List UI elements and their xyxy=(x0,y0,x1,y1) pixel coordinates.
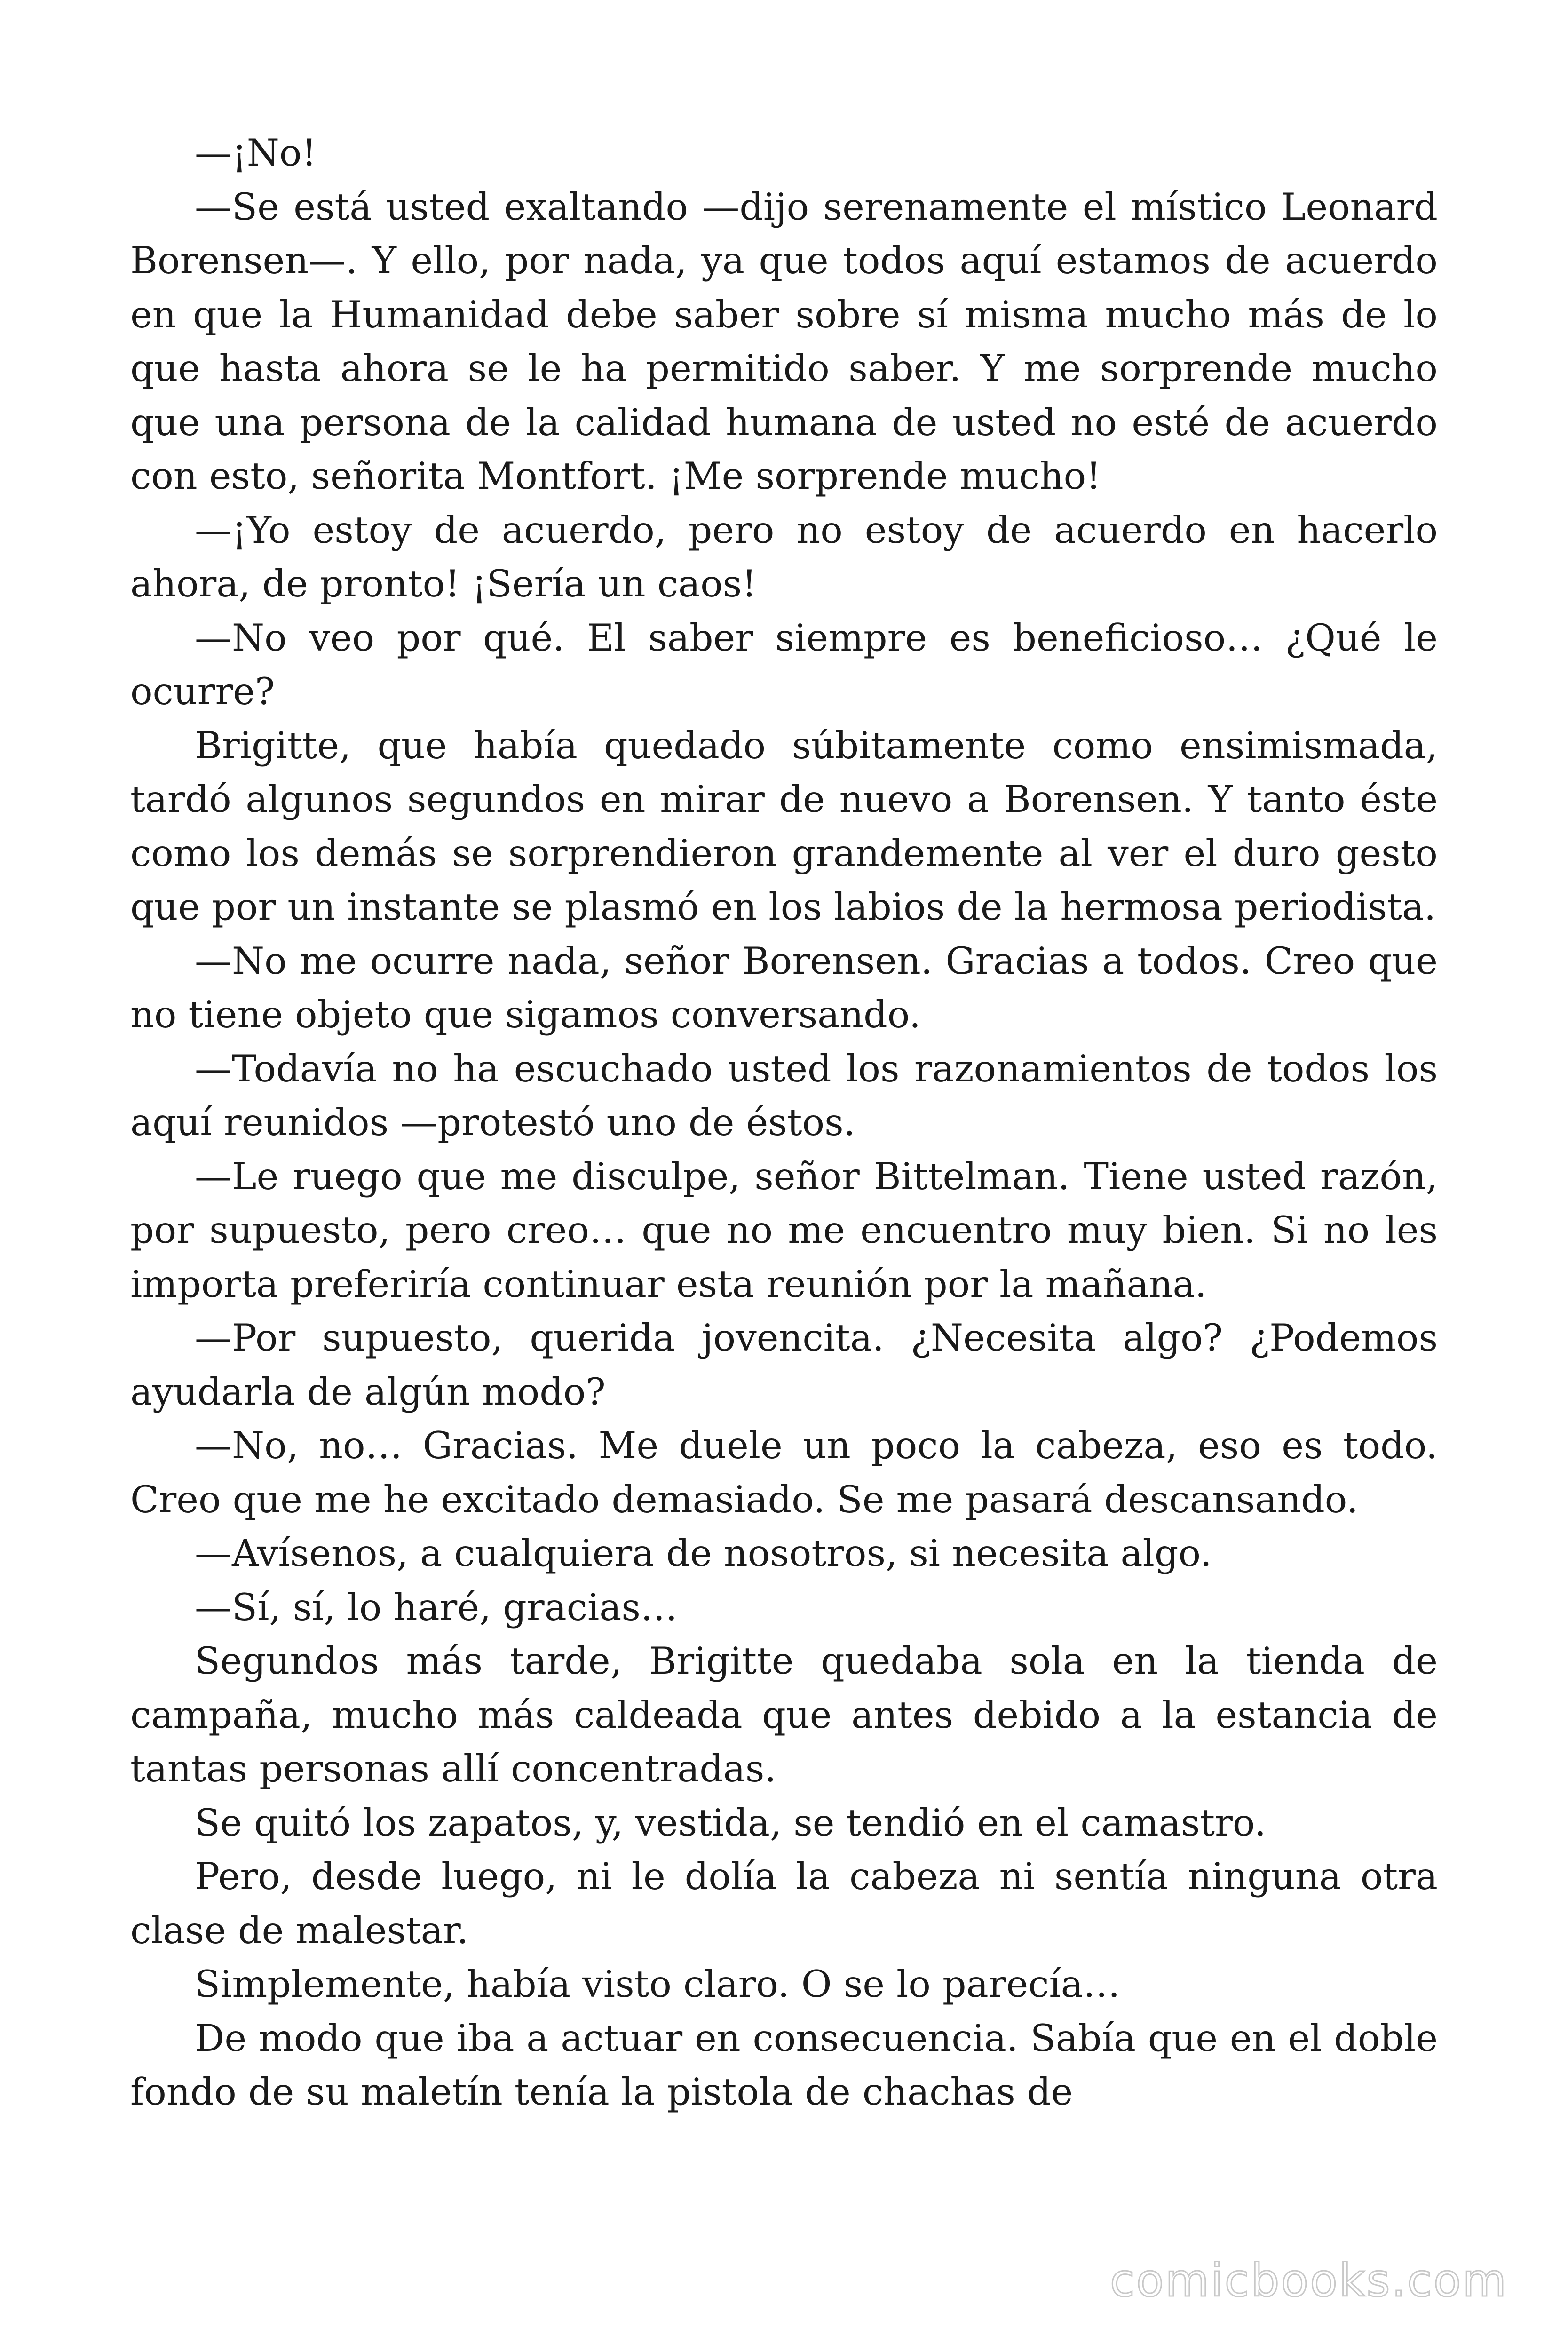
paragraph: De modo que iba a actuar en consecuencia. Sabía que en el doble fondo de su maletín tenía la pistola de chachas de xyxy=(130,2016,1438,2114)
paragraph: Brigitte, que había quedado súbitamente como ensimismada, tardó algunos segundos en mirar de nuevo a Borensen. Y tanto éste como los demás se sorprendieron grandemente al ver el duro gesto que por un instante se plasmó en los labios de la hermosa periodista. xyxy=(130,723,1438,929)
paragraph: —¡Yo estoy de acuerdo, pero no estoy de acuerdo en hacerlo ahora, de pronto! ¡Sería un caos! xyxy=(130,508,1438,605)
paragraph: —Avísenos, a cualquiera de nosotros, si necesita algo. xyxy=(195,1532,1212,1575)
paragraph: Pero, desde luego, ni le dolía la cabeza ni sentía ninguna otra clase de malestar. xyxy=(130,1855,1438,1952)
paragraph: —Sí, sí, lo haré, gracias… xyxy=(195,1585,678,1629)
paragraph: —¡No! xyxy=(195,131,317,175)
paragraph: —Le ruego que me disculpe, señor Bittelman. Tiene usted razón, por supuesto, pero creo… que no me encuentro muy bien. Si no les importa preferiría continuar esta reunión por la mañana. xyxy=(130,1154,1438,1306)
paragraph: —No veo por qué. El saber siempre es beneficioso… ¿Qué le ocurre? xyxy=(130,616,1438,713)
paragraph: Se quitó los zapatos, y, vestida, se tendió en el camastro. xyxy=(195,1801,1267,1844)
paragraph: —No me ocurre nada, señor Borensen. Gracias a todos. Creo que no tiene objeto que sigamos conversando. xyxy=(130,939,1438,1036)
paragraph: —Se está usted exaltando —dijo serenamente el místico Leonard Borensen—. Y ello, por nada, ya que todos aquí estamos de acuerdo en que la Humanidad debe saber sobre sí misma mucho más de lo que hasta ahora se le ha permitido saber. Y me sorprende mucho que una persona de la calidad humana de usted no esté de acuerdo con esto, señorita Montfort. ¡Me sorprende mucho! xyxy=(130,185,1438,498)
paragraph: Simplemente, había visto claro. O se lo parecía… xyxy=(195,1963,1120,2006)
paragraph: —Todavía no ha escuchado usted los razonamientos de todos los aquí reunidos —protestó uno de éstos. xyxy=(130,1047,1438,1144)
paragraph: —Por supuesto, querida jovencita. ¿Necesita algo? ¿Podemos ayudarla de algún modo? xyxy=(130,1316,1438,1414)
body-text xyxy=(130,126,1438,2119)
paragraph: Segundos más tarde, Brigitte quedaba sola en la tienda de campaña, mucho más caldeada que antes debido a la estancia de tantas personas allí concentradas. xyxy=(130,1639,1438,1790)
watermark-text: comicbooks.com xyxy=(1109,2254,1508,2307)
paragraph: —No, no… Gracias. Me duele un poco la cabeza, eso es todo. Creo que me he excitado demasiado. Se me pasará descansando. xyxy=(130,1424,1438,1521)
